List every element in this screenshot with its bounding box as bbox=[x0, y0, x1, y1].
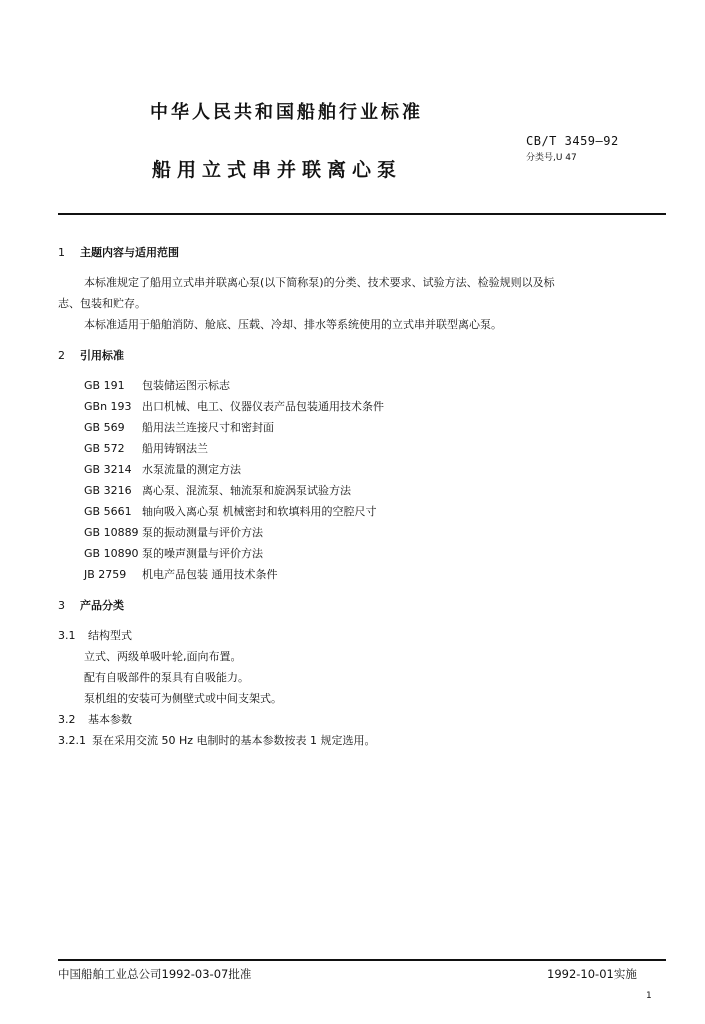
reference-code: GB 191 bbox=[84, 379, 125, 392]
reference-title: 出口机械、电工、仪器仪表产品包装通用技术条件 bbox=[142, 400, 384, 413]
reference-code: GBn 193 bbox=[84, 400, 132, 413]
reference-item bbox=[84, 524, 263, 540]
subsection-3-2-heading bbox=[58, 711, 132, 727]
reference-item bbox=[84, 377, 230, 393]
reference-title: 泵的振动测量与评价方法 bbox=[142, 526, 263, 539]
reference-title: 包装储运图示标志 bbox=[142, 379, 230, 392]
document-title: 船用立式串并联离心泵 bbox=[152, 159, 403, 181]
subsection-3-1-line1: 立式、两级单吸叶轮,面向布置。 bbox=[84, 650, 242, 663]
footer-divider bbox=[58, 959, 666, 961]
reference-item bbox=[84, 440, 208, 456]
subsection-3-1-line2: 配有自吸部件的泵具有自吸能力。 bbox=[84, 671, 249, 684]
reference-code: GB 572 bbox=[84, 442, 125, 455]
section-3-heading bbox=[58, 597, 124, 613]
section-number: 3 bbox=[58, 599, 65, 612]
header-divider bbox=[58, 213, 666, 215]
reference-code: GB 10890 bbox=[84, 547, 139, 560]
reference-title: 轴向吸入离心泵 机械密封和软填料用的空腔尺寸 bbox=[142, 505, 377, 518]
subsection-number: 3.2 bbox=[58, 713, 76, 726]
section-title: 主题内容与适用范围 bbox=[80, 246, 179, 259]
reference-title: 船用铸钢法兰 bbox=[142, 442, 208, 455]
section-1-para2: 本标准适用于船舶消防、舱底、压载、冷却、排水等系统使用的立式串并联型离心泵。 bbox=[84, 318, 502, 331]
section-title: 引用标准 bbox=[80, 349, 124, 362]
subsection-text: 泵在采用交流 50 Hz 电制时的基本参数按表 1 规定选用。 bbox=[92, 734, 376, 747]
reference-item bbox=[84, 545, 263, 561]
page-number: 1 bbox=[646, 991, 652, 1001]
subsection-title: 结构型式 bbox=[88, 629, 132, 642]
reference-title: 机电产品包装 通用技术条件 bbox=[142, 568, 278, 581]
reference-item bbox=[84, 419, 274, 435]
section-title: 产品分类 bbox=[80, 599, 124, 612]
reference-title: 泵的噪声测量与评价方法 bbox=[142, 547, 263, 560]
section-number: 2 bbox=[58, 349, 65, 362]
reference-code: GB 3214 bbox=[84, 463, 132, 476]
section-1-heading bbox=[58, 244, 179, 260]
reference-item bbox=[84, 461, 241, 477]
subsection-number: 3.2.1 bbox=[58, 734, 86, 747]
classification-number: 分类号,U 47 bbox=[526, 153, 577, 163]
section-number: 1 bbox=[58, 246, 65, 259]
reference-item bbox=[84, 503, 377, 519]
subsection-3-1-heading bbox=[58, 627, 132, 643]
section-2-heading bbox=[58, 347, 124, 363]
reference-title: 船用法兰连接尺寸和密封面 bbox=[142, 421, 274, 434]
reference-code: GB 10889 bbox=[84, 526, 139, 539]
standard-org-title: 中华人民共和国船舶行业标准 bbox=[150, 102, 423, 123]
subsection-number: 3.1 bbox=[58, 629, 76, 642]
reference-code: GB 5661 bbox=[84, 505, 132, 518]
standard-code: CB/T 3459—92 bbox=[526, 134, 619, 148]
reference-item bbox=[84, 566, 278, 582]
approval-line: 中国船舶工业总公司1992-03-07批准 bbox=[58, 967, 252, 981]
section-1-para1-line1: 本标准规定了船用立式串并联离心泵(以下简称泵)的分类、技术要求、试验方法、检验规则以及标 bbox=[84, 276, 555, 289]
implementation-date: 1992-10-01实施 bbox=[547, 967, 637, 981]
reference-code: GB 3216 bbox=[84, 484, 132, 497]
reference-item bbox=[84, 398, 384, 414]
reference-item bbox=[84, 482, 351, 498]
reference-title: 水泵流量的测定方法 bbox=[142, 463, 241, 476]
reference-code: JB 2759 bbox=[84, 568, 127, 581]
section-1-para1-line2: 志、包装和贮存。 bbox=[58, 297, 146, 310]
reference-title: 离心泵、混流泵、轴流泵和旋涡泵试验方法 bbox=[142, 484, 351, 497]
reference-code: GB 569 bbox=[84, 421, 125, 434]
subsection-3-2-1 bbox=[58, 732, 376, 748]
subsection-3-1-line3: 泵机组的安装可为侧壁式或中间支架式。 bbox=[84, 692, 282, 705]
subsection-title: 基本参数 bbox=[88, 713, 132, 726]
